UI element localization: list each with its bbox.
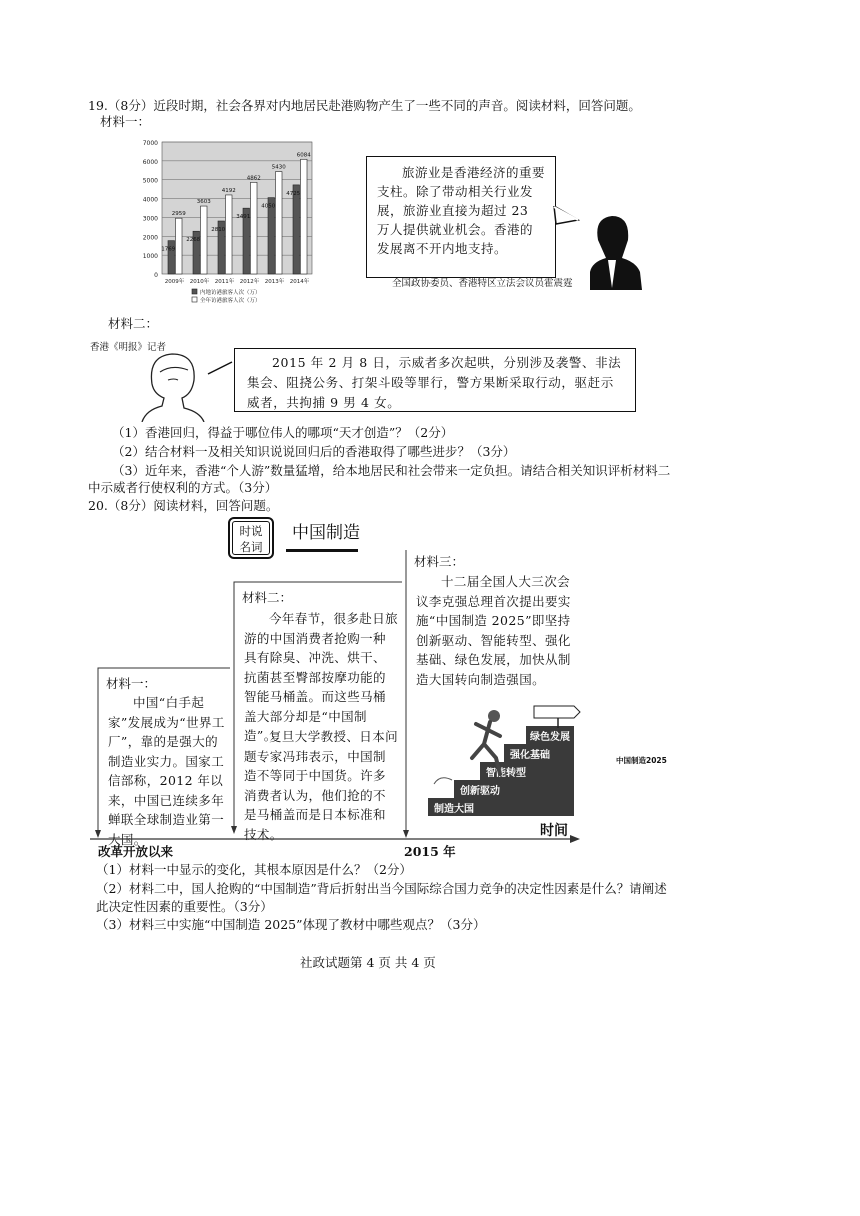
legend-swatch: [192, 297, 197, 302]
speech-text: 旅游业是香港经济的重要支柱。除了带动相关行业发展，旅游业直接为超过 23 万人提供就业机会。香港的发展离不开内地支持。: [377, 165, 546, 256]
tourist-bar-chart: [120, 130, 325, 320]
y-tick-label: 0: [154, 272, 158, 279]
stair-label: 智能转型: [486, 768, 526, 779]
reporter-caption: 香港《明报》记者: [90, 342, 167, 353]
data-label: 4862: [246, 175, 261, 182]
q19-material2-label: 材料二：: [108, 316, 159, 331]
q19-subquestion-3-line2: 中示威者行使权利的方式。（3分）: [88, 480, 278, 495]
material3-text: 十二届全国人大三次会议李克强总理首次提出要实施“中国制造 2025”即坚持创新驱动、智能转型、强化基础、绿色发展，加快从制造大国转向制造强国。: [416, 574, 571, 687]
material1-title: 材料一：: [106, 676, 157, 691]
bar: [251, 182, 258, 274]
news-box: [234, 348, 636, 412]
q20-subquestion-3: （3）材料三中实施“中国制造 2025”体现了教材中哪些观点？（3分）: [96, 917, 486, 932]
bar: [226, 195, 233, 274]
q20-subquestion-1: （1）材料一中显示的变化，其根本原因是什么？（2分）: [96, 862, 412, 877]
data-label: 5430: [271, 164, 286, 171]
data-label: 4050: [261, 203, 276, 210]
y-tick-label: 1000: [142, 253, 158, 261]
material2-text-b: 复旦大学教授、日本问题专家冯玮表示，中国制造不等同于中国货。许多消费者认为，他们抢的不是马桶盖而是日本标准和技术。: [244, 729, 399, 842]
y-tick-label: 4000: [142, 196, 158, 204]
material2-title: 材料二：: [242, 590, 293, 605]
bar: [201, 206, 208, 274]
badge-bottom-text: 名词: [239, 540, 263, 554]
stair-label: 绿色发展: [530, 732, 570, 743]
badge-top-text: 时说: [239, 524, 263, 538]
y-tick-label: 3000: [142, 215, 158, 223]
bar: [301, 159, 308, 274]
stair-label: 创新驱动: [460, 786, 500, 797]
bar: [168, 241, 175, 274]
bar: [176, 218, 183, 274]
data-label: 6084: [296, 152, 311, 159]
q19-subquestion-2: （2）结合材料一及相关知识说说回归后的香港取得了哪些进步？（3分）: [112, 444, 516, 459]
material1-text: 中国“白手起家”发展成为“世界工厂”，靠的是强大的制造业实力。国家工信部称，2012 年以来，中国已连续多年蝉联全球制造业第一大国。: [108, 695, 225, 847]
y-tick-label: 7000: [142, 140, 158, 147]
data-label: 4725: [286, 190, 301, 197]
signpost-label: 中国制造2025: [616, 756, 667, 765]
q20-subquestion-2-line2: 此决定性因素的重要性。（3分）: [96, 899, 273, 914]
stair-label: 制造大国: [434, 804, 474, 815]
q19-subquestion-3-line1: （3）近年来，香港“个人游”数量猛增，给本地居民和社会带来一定负担。请结合相关知识评析材料二: [112, 463, 671, 478]
timeline-axis-label: 时间: [540, 823, 568, 839]
reporter-pointer-line: [206, 360, 234, 376]
timeline-start-label: 改革开放以来: [98, 844, 174, 859]
data-label: 2959: [171, 211, 186, 218]
x-tick-label: 2010年: [189, 279, 210, 285]
data-label: 3491: [236, 214, 251, 221]
data-label: 4192: [221, 187, 236, 194]
q20-heading: 20.（8分）阅读材料，回答问题。: [88, 498, 279, 513]
q19-heading: 19.（8分）近段时期，社会各界对内地居民赴港购物产生了一些不同的声音。阅读材料，回答问题。: [88, 98, 641, 113]
data-label: 3603: [196, 199, 211, 206]
x-tick-label: 2014年: [289, 279, 310, 285]
legend-swatch: [192, 289, 197, 294]
x-tick-label: 2012年: [239, 279, 260, 285]
y-tick-label: 5000: [142, 177, 158, 185]
data-label: 2810: [211, 227, 226, 234]
data-label: 1769: [161, 246, 176, 253]
x-tick-label: 2011年: [214, 279, 235, 285]
speaker-caption: 全国政协委员、香港特区立法会议员霍震霆: [392, 278, 573, 289]
news-text: 2015 年 2 月 8 日，示威者多次起哄，分别涉及袭警、非法集会、阻挠公务、打架斗殴等罪行，警方果断采取行动，驱赶示威者，共拘捕 9 男 4 女。: [247, 355, 622, 410]
legend-label: 内地访港旅客人次（万）: [200, 290, 261, 296]
data-label: 2268: [186, 237, 201, 244]
material3-title: 材料三：: [414, 554, 465, 569]
y-tick-label: 2000: [142, 234, 158, 242]
timeline-diagram: [80, 548, 590, 848]
q19-material1-label: 材料一：: [100, 114, 151, 129]
reporter-sketch: [138, 350, 208, 422]
staircase-illustration: [428, 706, 580, 816]
y-tick-label: 6000: [142, 158, 158, 166]
x-tick-label: 2013年: [264, 279, 285, 285]
speech-bubble: [366, 156, 556, 278]
q19-subquestion-1: （1）香港回归，得益于哪位伟人的哪项“天才创造”？（2分）: [112, 425, 454, 440]
topic-title: 中国制造: [292, 523, 360, 543]
timeline-end-label: 2015 年: [404, 844, 456, 859]
stair-label: 强化基础: [510, 750, 550, 761]
legend-label: 全年访港旅客人次（万）: [200, 298, 261, 304]
bar: [276, 172, 283, 274]
page-footer: 社政试题第 4 页 共 4 页: [300, 955, 436, 970]
x-tick-label: 2009年: [164, 279, 185, 285]
official-silhouette: [570, 210, 652, 290]
q20-subquestion-2-line1: （2）材料二中，国人抢购的“中国制造”背后折射出当今国际综合国力竞争的决定性因素是什么？请阐述: [96, 881, 667, 896]
bar: [293, 185, 300, 274]
material2-text-a: 今年春节，很多赴日旅游的中国消费者抢购一种具有除臭、冲洗、烘干、抗菌甚至臀部按摩功能的智能马桶盖。而这些马桶盖大部分却是“中国制造”。: [244, 611, 399, 743]
